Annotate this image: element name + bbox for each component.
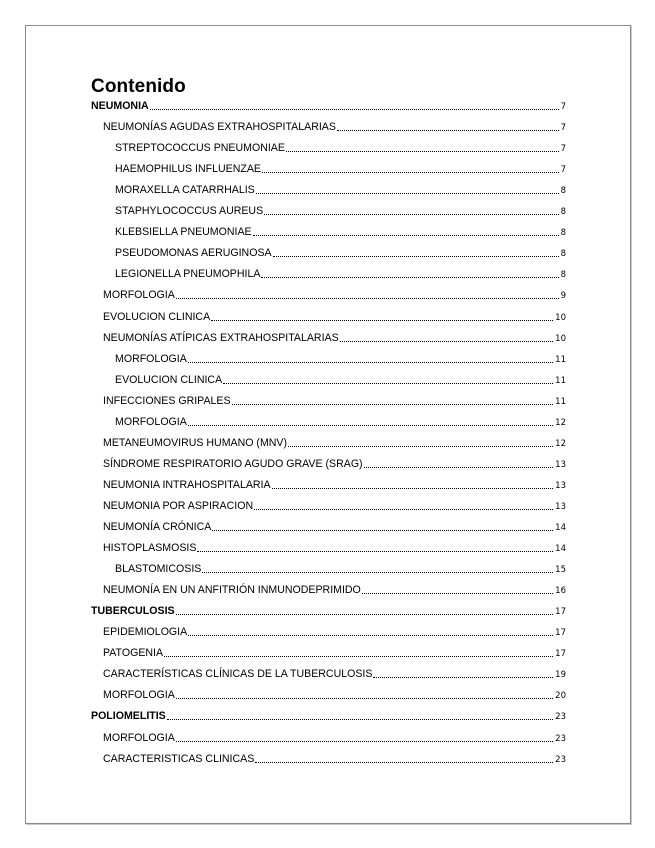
toc-entry-label: MORFOLOGIA — [103, 289, 175, 302]
toc-entry[interactable] — [115, 416, 566, 429]
toc-entry[interactable] — [103, 395, 566, 408]
toc-leader-dots — [273, 247, 559, 257]
toc-entry-label: MORAXELLA CATARRHALIS — [115, 184, 255, 197]
toc-page-number: 12 — [555, 417, 566, 428]
toc-page-number: 11 — [555, 375, 566, 386]
toc-entry[interactable] — [115, 374, 566, 387]
toc-leader-dots — [188, 416, 553, 426]
toc-page-number: 11 — [555, 354, 566, 365]
toc-entry-label: NEUMONÍAS ATÍPICAS EXTRAHOSPITALARIAS — [103, 331, 339, 344]
toc-leader-dots — [211, 311, 553, 321]
toc-entry-label: NEUMONÍA CRÓNICA — [103, 521, 212, 533]
toc-entry[interactable] — [115, 205, 566, 218]
toc-leader-dots — [286, 142, 559, 152]
toc-page-number: 14 — [555, 544, 566, 555]
toc-entry[interactable] — [91, 710, 566, 723]
toc-page-number: 11 — [555, 396, 566, 407]
toc-page-number: 10 — [555, 312, 566, 323]
toc-leader-dots — [232, 395, 554, 405]
toc-entry[interactable] — [115, 563, 566, 576]
toc-page-number: 15 — [555, 565, 566, 576]
toc-entry-label: EVOLUCION CLINICA — [103, 310, 211, 323]
toc-leader-dots — [255, 753, 553, 763]
toc-entry[interactable] — [115, 226, 566, 239]
toc-entry[interactable] — [103, 647, 566, 660]
toc-page-number: 7 — [560, 102, 566, 112]
toc-page-number: 9 — [560, 291, 566, 302]
toc-entry-label: SÍNDROME RESPIRATORIO AGUDO GRAVE (SRAG) — [103, 457, 363, 470]
toc-leader-dots — [167, 710, 553, 720]
toc-leader-dots — [176, 605, 554, 615]
toc-entry[interactable] — [103, 521, 566, 534]
toc-page-number: 7 — [560, 144, 566, 155]
toc-page-number: 13 — [555, 480, 566, 491]
toc-page-number: 13 — [555, 501, 566, 512]
toc-entry[interactable] — [115, 268, 566, 281]
toc-entry[interactable] — [115, 142, 566, 155]
toc-entry[interactable] — [91, 100, 566, 113]
toc-entry-label: NEUMONÍA EN UN ANFITRIÓN INMUNODEPRIMIDO — [103, 584, 361, 597]
toc-entry-label: NEUMONIA — [91, 100, 149, 112]
toc-page-number: 7 — [560, 123, 566, 134]
toc-leader-dots — [164, 647, 553, 657]
toc-page-number: 17 — [555, 628, 566, 639]
toc-page-number: 23 — [555, 733, 566, 744]
toc-page-number: 8 — [560, 186, 566, 197]
toc-page-number: 8 — [560, 228, 566, 239]
toc-entry-label: NEUMONIA INTRAHOSPITALARIA — [103, 478, 271, 491]
toc-page-number: 19 — [555, 670, 566, 681]
toc-leader-dots — [212, 521, 553, 531]
toc-entry[interactable] — [103, 626, 566, 639]
toc-leader-dots — [202, 563, 553, 573]
toc-page-number: 14 — [555, 523, 566, 533]
toc-entry-label: NEUMONIA POR ASPIRACION — [103, 499, 254, 512]
toc-leader-dots — [261, 268, 558, 278]
toc-entry-label: MORFOLOGIA — [103, 689, 175, 702]
toc-page-number: 16 — [555, 586, 566, 597]
toc-leader-dots — [256, 184, 559, 194]
toc-entry-label: CARACTERÍSTICAS CLÍNICAS DE LA TUBERCULOSIS — [103, 668, 373, 681]
toc-entry[interactable] — [103, 121, 566, 134]
toc-entry[interactable] — [91, 605, 566, 618]
toc-leader-dots — [362, 584, 553, 594]
toc-page-number: 23 — [555, 712, 566, 723]
toc-leader-dots — [188, 353, 553, 363]
toc-leader-dots — [340, 332, 554, 342]
toc-entry[interactable] — [103, 289, 566, 302]
toc-entry-label: HISTOPLASMOSIS — [103, 542, 197, 555]
toc-page-number: 8 — [560, 207, 566, 218]
toc-page-number: 13 — [555, 459, 566, 470]
toc-leader-dots — [223, 374, 553, 384]
toc-leader-dots — [176, 689, 553, 699]
toc-entry[interactable] — [115, 353, 566, 366]
toc-entry-label: PSEUDOMONAS AERUGINOSA — [115, 247, 272, 260]
toc-leader-dots — [197, 542, 553, 552]
toc-entry[interactable] — [115, 184, 566, 197]
toc-leader-dots — [337, 121, 559, 131]
toc-entry-label: CARACTERISTICAS CLINICAS — [103, 752, 255, 765]
toc-entry[interactable] — [115, 247, 566, 260]
toc-page-number: 23 — [555, 754, 566, 765]
page-title: Contenido — [91, 76, 186, 97]
toc-entry-label: EPIDEMIOLOGIA — [103, 626, 188, 639]
toc-entry-label: INFECCIONES GRIPALES — [103, 394, 231, 407]
toc-leader-dots — [262, 163, 559, 173]
toc-entry-label: POLIOMELITIS — [91, 710, 166, 723]
toc-page-number: 12 — [555, 438, 566, 449]
toc-entry[interactable] — [103, 437, 566, 450]
toc-entry[interactable] — [103, 668, 566, 681]
toc-leader-dots — [188, 626, 553, 636]
toc-entry[interactable] — [103, 458, 566, 471]
toc-page-number: 17 — [555, 649, 566, 660]
toc-leader-dots — [176, 289, 559, 299]
toc-leader-dots — [253, 226, 559, 236]
toc-entry-label: MORFOLOGIA — [115, 415, 187, 428]
toc-entry[interactable] — [103, 311, 566, 324]
toc-entry-label: TUBERCULOSIS — [91, 605, 175, 618]
toc-page-number: 20 — [555, 691, 566, 702]
toc-page-number: 17 — [555, 607, 566, 618]
toc-entry-label: LEGIONELLA PNEUMOPHILA — [115, 268, 261, 281]
toc-entry-label: MORFOLOGIA — [103, 731, 175, 744]
toc-entry[interactable] — [103, 500, 566, 513]
toc-leader-dots — [264, 205, 558, 215]
toc-entry-label: STAPHYLOCOCCUS AUREUS — [115, 205, 264, 218]
toc-page-number: 8 — [560, 270, 566, 281]
toc-entry[interactable] — [103, 332, 566, 345]
toc-entry-label: EVOLUCION CLINICA — [115, 373, 223, 386]
toc-entry[interactable] — [103, 584, 566, 597]
toc-leader-dots — [254, 500, 553, 510]
toc-leader-dots — [288, 437, 553, 447]
toc-entry[interactable] — [103, 753, 566, 766]
toc-leader-dots — [364, 458, 554, 468]
toc-entry-label: MORFOLOGIA — [115, 352, 187, 365]
toc-entry-label: BLASTOMICOSIS — [115, 563, 202, 576]
toc-entry-label: PATOGENIA — [103, 647, 164, 660]
toc-entry-label: KLEBSIELLA PNEUMONIAE — [115, 226, 252, 239]
toc-leader-dots — [272, 479, 554, 489]
toc-leader-dots — [373, 668, 553, 678]
toc-page-number: 10 — [555, 333, 566, 344]
toc-entry-label: METANEUMOVIRUS HUMANO (MNV) — [103, 436, 288, 449]
toc-entry-label: HAEMOPHILUS INFLUENZAE — [115, 163, 261, 176]
toc-leader-dots — [150, 100, 559, 110]
toc-entry[interactable] — [103, 542, 566, 555]
toc-leader-dots — [176, 732, 553, 742]
toc-entry[interactable] — [103, 479, 566, 492]
toc-entry-label: NEUMONÍAS AGUDAS EXTRAHOSPITALARIAS — [103, 121, 336, 134]
toc-page-number: 8 — [560, 249, 566, 260]
toc-entry[interactable] — [115, 163, 566, 176]
toc-entry-label: STREPTOCOCCUS PNEUMONIAE — [115, 142, 285, 155]
toc-page-number: 7 — [560, 165, 566, 176]
toc-entry[interactable] — [103, 689, 566, 702]
toc-entry[interactable] — [103, 732, 566, 745]
